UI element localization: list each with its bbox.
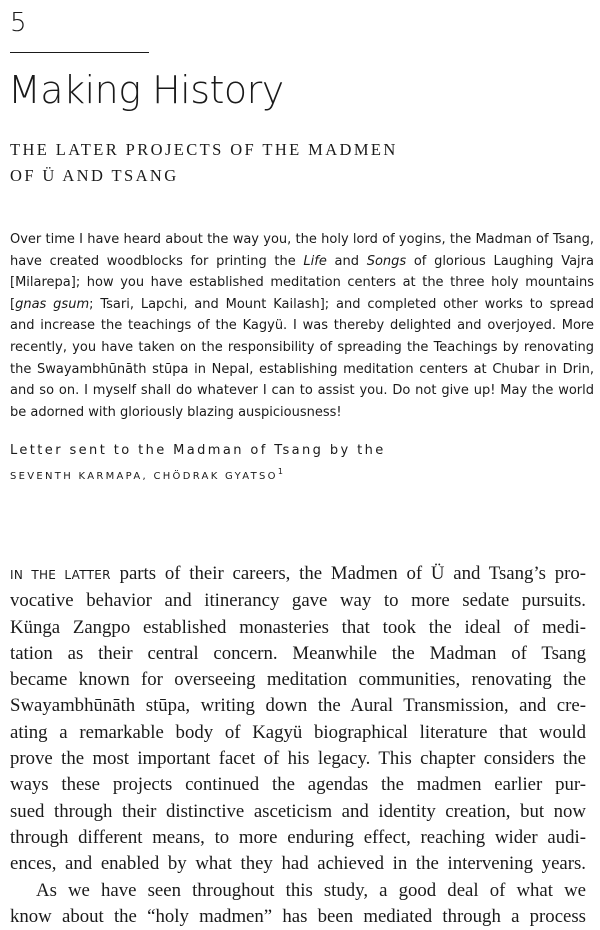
attribution-line: Letter sent to the Madman of Tsang by the — [10, 443, 386, 458]
chapter-subtitle — [10, 137, 570, 189]
epigraph-italic-term: gnas gsum — [15, 296, 90, 312]
body-line: tation as their central concern. Meanwhile the Madman of Tsang — [10, 642, 586, 664]
body-text — [10, 561, 586, 930]
body-line — [10, 561, 586, 588]
epigraph-line: and increase the teachings of the Kagyü. I was thereby delighted and overjoyed. More — [10, 318, 594, 334]
chapter-title: Making History — [8, 68, 284, 112]
body-line: ways these projects continued the agendas the madmen earlier pur- — [10, 774, 586, 796]
epigraph-text: and — [326, 253, 367, 269]
body-line: ences, and enabled by what they had achieved in the intervening years. — [10, 853, 586, 875]
epigraph-italic-title: Songs — [366, 253, 407, 269]
attribution-author — [10, 462, 386, 487]
epigraph-italic-title: Life — [303, 253, 327, 269]
body-line: sued through their distinctive asceticism and identity creation, but now — [10, 800, 586, 822]
epigraph-text: ; Tsari, Lapchi, and Mount Kailash]; and completed other works to spread — [89, 296, 594, 312]
epigraph-line — [10, 294, 594, 316]
epigraph-attribution — [10, 441, 386, 487]
epigraph-text: of glorious Laughing Vajra — [406, 253, 594, 269]
epigraph-line: [Milarepa]; how you have established meditation centers at the three holy mountains — [10, 275, 594, 291]
epigraph — [10, 229, 594, 423]
epigraph-line: the Swayambhūnāth stūpa in Nepal, establishing meditation centers at Chubar in Drin, — [10, 361, 594, 377]
body-line: Swayambhūnāth stūpa, writing down the Aural Transmission, and cre- — [10, 695, 586, 717]
epigraph-line: recently, you have taken on the responsibility of spreading the Teachings by renovating — [10, 339, 594, 355]
body-line: vocative behavior and itinerancy gave way to more sedate pursuits. — [10, 590, 586, 612]
chapter-number: 5 — [10, 8, 27, 38]
body-line: ating a remarkable body of Kagyü biographical literature that would — [10, 721, 586, 743]
epigraph-line: be adorned with gloriously blazing auspiciousness! — [10, 404, 342, 420]
epigraph-line — [10, 251, 594, 273]
body-line: prove the most important facet of his legacy. This chapter considers the — [10, 748, 586, 770]
body-line: As we have seen throughout this study, a good deal of what we — [36, 879, 586, 901]
chapter-rule — [10, 52, 149, 53]
lead-in-small-caps: IN THE LATTER — [10, 568, 111, 582]
body-line: became known for overseeing meditation communities, renovating the — [10, 669, 586, 691]
attribution-author-name: SEVENTH KARMAPA, CHÖDRAK GYATSO — [10, 471, 278, 482]
body-line: through different means, to more enduring effect, reaching wider audi- — [10, 826, 586, 848]
note-reference: 1 — [277, 467, 283, 476]
epigraph-line: and so on. I myself shall do whatever I can to assist you. Do not give up! May the world — [10, 383, 594, 399]
subtitle-line: THE LATER PROJECTS OF THE MADMEN — [10, 140, 398, 159]
subtitle-line: OF Ü AND TSANG — [10, 166, 179, 185]
epigraph-text: have created woodblocks for printing the — [10, 253, 304, 269]
body-text-run: parts of their careers, the Madmen of Ü and Tsang’s pro- — [110, 563, 586, 584]
epigraph-line: Over time I have heard about the way you, the holy lord of yogins, the Madman of Tsang, — [10, 232, 594, 247]
body-line: Künga Zangpo established monasteries that took the ideal of medi- — [10, 616, 586, 638]
body-line: know about the “holy madmen” has been mediated through a process — [10, 905, 586, 927]
epigraph-text: [ — [10, 296, 16, 312]
